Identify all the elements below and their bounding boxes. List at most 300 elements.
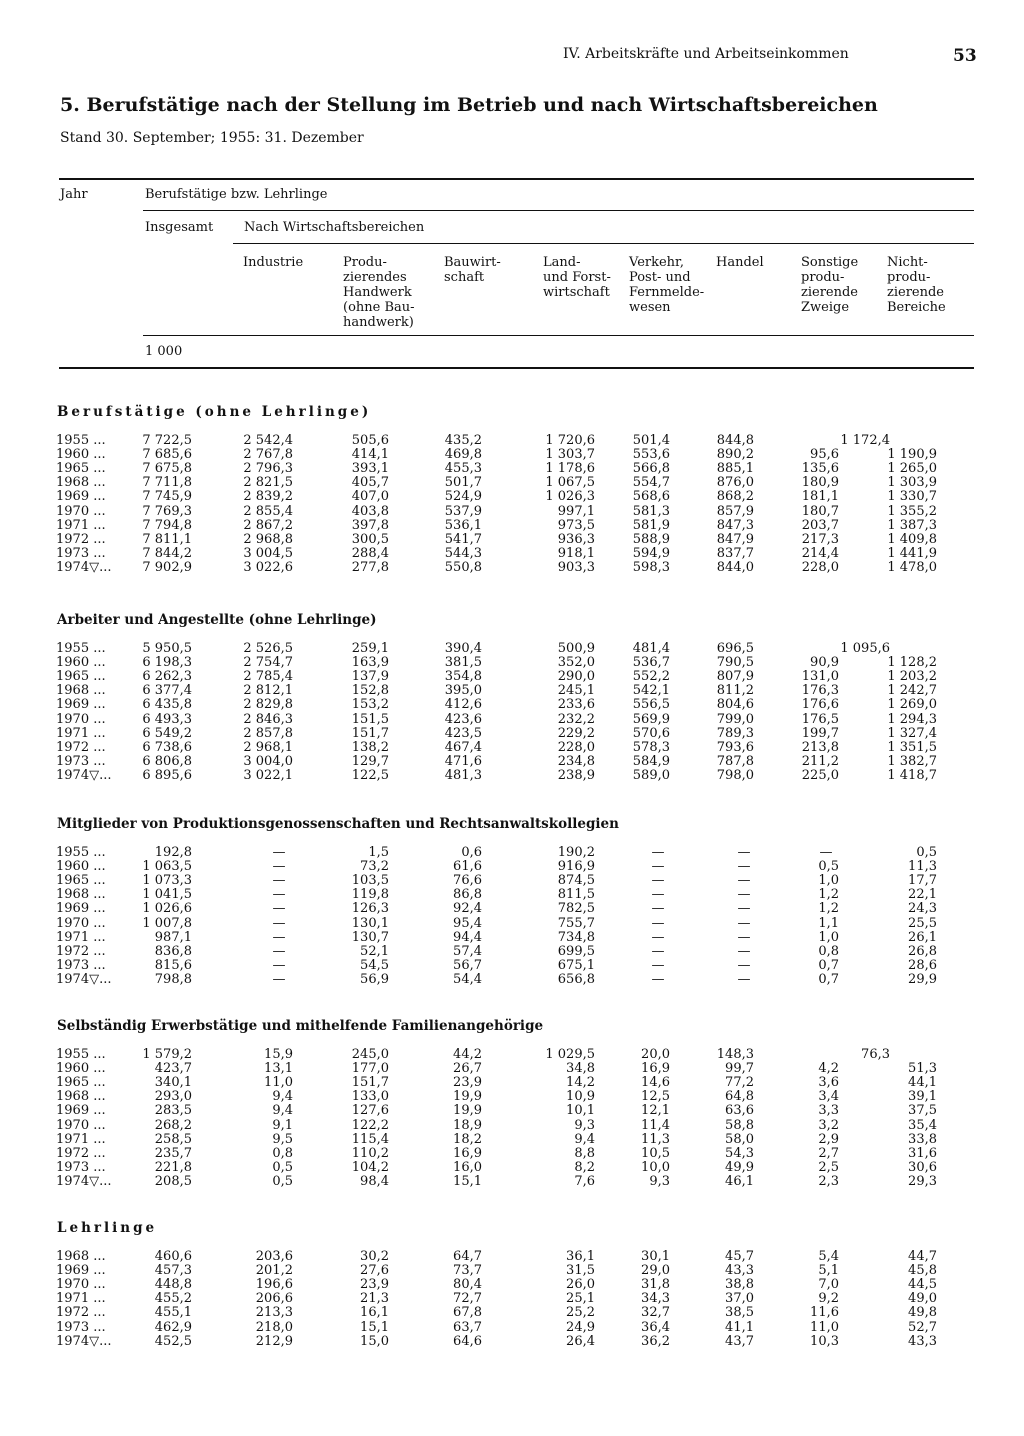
table-row bbox=[0, 769, 1024, 783]
cell: 234,8 bbox=[557, 753, 595, 769]
cell: 6 738,6 bbox=[142, 739, 192, 755]
cell: 19,9 bbox=[453, 1103, 482, 1119]
cell: 67,8 bbox=[453, 1305, 482, 1321]
cell: — bbox=[651, 929, 665, 945]
cell: 245,0 bbox=[351, 1047, 389, 1062]
cell: 5,1 bbox=[818, 1263, 839, 1279]
cell: — bbox=[737, 957, 751, 973]
cell: 7 685,6 bbox=[142, 447, 192, 463]
cell: 6 198,3 bbox=[142, 655, 192, 671]
section-title: Arbeiter und Angestellte (ohne Lehrlinge) bbox=[57, 612, 377, 628]
cell: 115,4 bbox=[351, 1131, 389, 1147]
cell: 25,1 bbox=[566, 1291, 595, 1307]
cell: 44,7 bbox=[908, 1249, 937, 1264]
cell: 9,5 bbox=[272, 1131, 293, 1147]
cell: 176,5 bbox=[801, 711, 839, 727]
cell: 21,3 bbox=[360, 1291, 389, 1307]
cell: 76,3 bbox=[861, 1047, 890, 1062]
cell: 229,2 bbox=[557, 725, 595, 741]
cell: 238,9 bbox=[557, 767, 595, 783]
cell: 153,2 bbox=[351, 697, 389, 713]
table-row bbox=[0, 945, 1024, 959]
cell: 5 950,5 bbox=[142, 641, 192, 656]
cell: 26,1 bbox=[908, 929, 937, 945]
col-head-group: Berufstätige bzw. Lehrlinge bbox=[145, 187, 328, 202]
cell: 815,6 bbox=[154, 957, 192, 973]
cell: 268,2 bbox=[154, 1117, 192, 1133]
row-year: 1973 ... bbox=[56, 1319, 106, 1335]
row-year: 1972 ... bbox=[56, 943, 106, 959]
cell: 2,5 bbox=[818, 1159, 839, 1175]
cell: 584,9 bbox=[632, 753, 670, 769]
table-row bbox=[0, 959, 1024, 973]
table-row bbox=[0, 1062, 1024, 1076]
unit-rule bbox=[143, 335, 974, 336]
cell: 151,5 bbox=[351, 711, 389, 727]
cell: 501,4 bbox=[632, 433, 670, 448]
table-row bbox=[0, 741, 1024, 755]
cell: 138,2 bbox=[351, 739, 389, 755]
cell: — bbox=[737, 859, 751, 875]
cell: 80,4 bbox=[453, 1277, 482, 1293]
cell: 110,2 bbox=[351, 1145, 389, 1161]
cell: 201,2 bbox=[255, 1263, 293, 1279]
cell: 16,0 bbox=[453, 1159, 482, 1175]
cell: 221,8 bbox=[154, 1159, 192, 1175]
cell: 455,3 bbox=[444, 461, 482, 477]
cell: 208,5 bbox=[154, 1173, 192, 1189]
cell: 435,2 bbox=[444, 433, 482, 448]
cell: 1 387,3 bbox=[887, 517, 937, 533]
row-year: 1960 ... bbox=[56, 447, 106, 463]
row-year: 1955 ... bbox=[56, 845, 106, 860]
cell: 24,9 bbox=[566, 1319, 595, 1335]
cell: 11,3 bbox=[641, 1131, 670, 1147]
cell: 119,8 bbox=[351, 887, 389, 903]
cell: 277,8 bbox=[351, 559, 389, 575]
cell: 1 073,3 bbox=[142, 873, 192, 889]
cell: — bbox=[272, 943, 286, 959]
cell: 890,2 bbox=[716, 447, 754, 463]
cell: 1 178,6 bbox=[545, 461, 595, 477]
page-number: 53 bbox=[953, 46, 977, 66]
cell: 2 839,2 bbox=[243, 489, 293, 505]
cell: 799,0 bbox=[716, 711, 754, 727]
section-title: Selbständig Erwerbstätige und mithelfende Familienangehörige bbox=[57, 1018, 544, 1034]
row-year: 1973 ... bbox=[56, 957, 106, 973]
table-row bbox=[0, 1076, 1024, 1090]
table-row bbox=[0, 448, 1024, 462]
cell: 137,9 bbox=[351, 669, 389, 685]
cell: 14,6 bbox=[641, 1075, 670, 1091]
cell: 233,6 bbox=[557, 697, 595, 713]
cell: 874,5 bbox=[557, 873, 595, 889]
cell: 542,1 bbox=[632, 683, 670, 699]
cell: 554,7 bbox=[632, 475, 670, 491]
cell: 199,7 bbox=[801, 725, 839, 741]
cell: 455,2 bbox=[154, 1291, 192, 1307]
row-year: 1971 ... bbox=[56, 725, 106, 741]
cell: 15,0 bbox=[360, 1333, 389, 1349]
cell: 412,6 bbox=[444, 697, 482, 713]
cell: 16,9 bbox=[453, 1145, 482, 1161]
cell: 3 004,5 bbox=[243, 545, 293, 561]
cell: 218,0 bbox=[255, 1319, 293, 1335]
cell: 13,1 bbox=[264, 1061, 293, 1077]
cell: 1 265,0 bbox=[887, 461, 937, 477]
cell: 26,4 bbox=[566, 1333, 595, 1349]
cell: 9,3 bbox=[574, 1117, 595, 1133]
cell: 54,4 bbox=[453, 971, 482, 987]
cell: 34,3 bbox=[641, 1291, 670, 1307]
section-title: Berufstätige (ohne Lehrlinge) bbox=[57, 404, 372, 420]
cell: 1 029,5 bbox=[545, 1047, 595, 1062]
cell: — bbox=[272, 929, 286, 945]
cell: 448,8 bbox=[154, 1277, 192, 1293]
cell: 293,0 bbox=[154, 1089, 192, 1105]
cell: 2,3 bbox=[818, 1173, 839, 1189]
row-year: 1974▽... bbox=[56, 1333, 112, 1349]
row-year: 1974▽... bbox=[56, 767, 112, 783]
cell: 258,5 bbox=[154, 1131, 192, 1147]
cell: 34,8 bbox=[566, 1061, 595, 1077]
cell: — bbox=[737, 845, 751, 860]
cell: 423,6 bbox=[444, 711, 482, 727]
cell: — bbox=[272, 845, 286, 860]
cell: 18,9 bbox=[453, 1117, 482, 1133]
cell: 41,1 bbox=[725, 1319, 754, 1335]
cell: 31,5 bbox=[566, 1263, 595, 1279]
cell: 56,7 bbox=[453, 957, 482, 973]
cell: 457,3 bbox=[154, 1263, 192, 1279]
cell: 2 857,8 bbox=[243, 725, 293, 741]
table-row bbox=[0, 684, 1024, 698]
cell: 734,8 bbox=[557, 929, 595, 945]
table-title: 5. Berufstätige nach der Stellung im Betrieb und nach Wirtschaftsbereichen bbox=[60, 94, 878, 116]
cell: — bbox=[737, 901, 751, 917]
cell: 20,0 bbox=[641, 1047, 670, 1062]
cell: 578,3 bbox=[632, 739, 670, 755]
cell: 836,8 bbox=[154, 943, 192, 959]
cell: — bbox=[651, 901, 665, 917]
cell: 37,0 bbox=[725, 1291, 754, 1307]
cell: 782,5 bbox=[557, 901, 595, 917]
cell: 481,3 bbox=[444, 767, 482, 783]
cell: 397,8 bbox=[351, 517, 389, 533]
cell: — bbox=[737, 915, 751, 931]
table-row bbox=[0, 727, 1024, 741]
table-row bbox=[0, 1119, 1024, 1133]
cell: 844,0 bbox=[716, 559, 754, 575]
cell: 76,6 bbox=[453, 873, 482, 889]
cell: 6 806,8 bbox=[142, 753, 192, 769]
cell: 36,4 bbox=[641, 1319, 670, 1335]
cell: — bbox=[272, 859, 286, 875]
cell: 16,9 bbox=[641, 1061, 670, 1077]
table-subtitle: Stand 30. September; 1955: 31. Dezember bbox=[60, 130, 364, 146]
table-row bbox=[0, 973, 1024, 987]
cell: 228,0 bbox=[557, 739, 595, 755]
cell: 973,5 bbox=[557, 517, 595, 533]
cell: 135,6 bbox=[801, 461, 839, 477]
row-year: 1969 ... bbox=[56, 1103, 106, 1119]
cell: 27,6 bbox=[360, 1263, 389, 1279]
cell: 52,7 bbox=[908, 1319, 937, 1335]
section-title: Lehrlinge bbox=[57, 1220, 158, 1236]
table-row bbox=[0, 698, 1024, 712]
cell: 16,1 bbox=[360, 1305, 389, 1321]
cell: 95,4 bbox=[453, 915, 482, 931]
cell: 3,2 bbox=[818, 1117, 839, 1133]
table-row bbox=[0, 1335, 1024, 1349]
cell: 2 785,4 bbox=[243, 669, 293, 685]
cell: 997,1 bbox=[557, 503, 595, 519]
cell: 556,5 bbox=[632, 697, 670, 713]
cell: 15,9 bbox=[264, 1047, 293, 1062]
cell: 481,4 bbox=[632, 641, 670, 656]
cell: 43,3 bbox=[725, 1263, 754, 1279]
table-row bbox=[0, 713, 1024, 727]
cell: 1 409,8 bbox=[887, 531, 937, 547]
cell: 180,7 bbox=[801, 503, 839, 519]
cell: 3 022,1 bbox=[243, 767, 293, 783]
cell: 2,7 bbox=[818, 1145, 839, 1161]
cell: 6 377,4 bbox=[142, 683, 192, 699]
cell: 99,7 bbox=[725, 1061, 754, 1077]
cell: 58,0 bbox=[725, 1131, 754, 1147]
col-head-handel: Handel bbox=[716, 255, 764, 270]
row-year: 1955 ... bbox=[56, 1047, 106, 1062]
table-row bbox=[0, 490, 1024, 504]
cell: 10,5 bbox=[641, 1145, 670, 1161]
cell: 52,1 bbox=[360, 943, 389, 959]
cell: 1 303,7 bbox=[545, 447, 595, 463]
cell: 6 435,8 bbox=[142, 697, 192, 713]
cell: 163,9 bbox=[351, 655, 389, 671]
cell: 10,1 bbox=[566, 1103, 595, 1119]
cell: 9,4 bbox=[574, 1131, 595, 1147]
cell: 64,7 bbox=[453, 1249, 482, 1264]
cell: 127,6 bbox=[351, 1103, 389, 1119]
cell: 1 327,4 bbox=[887, 725, 937, 741]
row-year: 1972 ... bbox=[56, 1145, 106, 1161]
cell: 30,6 bbox=[908, 1159, 937, 1175]
cell: 1 351,5 bbox=[887, 739, 937, 755]
cell: 29,3 bbox=[908, 1173, 937, 1189]
cell: — bbox=[737, 887, 751, 903]
cell: 44,5 bbox=[908, 1277, 937, 1293]
cell: 57,4 bbox=[453, 943, 482, 959]
cell: 1 026,3 bbox=[545, 489, 595, 505]
cell: 23,9 bbox=[360, 1277, 389, 1293]
cell: — bbox=[651, 859, 665, 875]
row-year: 1972 ... bbox=[56, 531, 106, 547]
table-row bbox=[0, 1147, 1024, 1161]
cell: 290,0 bbox=[557, 669, 595, 685]
row-year: 1965 ... bbox=[56, 873, 106, 889]
cell: 536,1 bbox=[444, 517, 482, 533]
cell: 77,2 bbox=[725, 1075, 754, 1091]
cell: 10,0 bbox=[641, 1159, 670, 1175]
table-row bbox=[0, 917, 1024, 931]
cell: 86,8 bbox=[453, 887, 482, 903]
cell: 90,9 bbox=[810, 655, 839, 671]
cell: 7,0 bbox=[818, 1277, 839, 1293]
row-year: 1965 ... bbox=[56, 669, 106, 685]
cell: 403,8 bbox=[351, 503, 389, 519]
cell: 811,2 bbox=[716, 683, 754, 699]
cell: 1 095,6 bbox=[840, 641, 890, 656]
table-row bbox=[0, 519, 1024, 533]
cell: 598,3 bbox=[632, 559, 670, 575]
cell: 0,5 bbox=[818, 859, 839, 875]
cell: 49,9 bbox=[725, 1159, 754, 1175]
cell: 130,1 bbox=[351, 915, 389, 931]
table-row bbox=[0, 846, 1024, 860]
cell: 1 303,9 bbox=[887, 475, 937, 491]
cell: 213,8 bbox=[801, 739, 839, 755]
cell: 656,8 bbox=[557, 971, 595, 987]
cell: 31,6 bbox=[908, 1145, 937, 1161]
row-year: 1965 ... bbox=[56, 461, 106, 477]
cell: 235,7 bbox=[154, 1145, 192, 1161]
col-head-nach-wirtschaftsbereichen: Nach Wirtschaftsbereichen bbox=[244, 220, 425, 235]
cell: 9,4 bbox=[272, 1103, 293, 1119]
cell: 2,9 bbox=[818, 1131, 839, 1147]
cell: 32,7 bbox=[641, 1305, 670, 1321]
cell: 203,6 bbox=[255, 1249, 293, 1264]
group-rule bbox=[143, 210, 974, 211]
cell: 3 022,6 bbox=[243, 559, 293, 575]
cell: 49,0 bbox=[908, 1291, 937, 1307]
cell: 1 418,7 bbox=[887, 767, 937, 783]
row-year: 1972 ... bbox=[56, 1305, 106, 1321]
table-row bbox=[0, 547, 1024, 561]
cell: 469,8 bbox=[444, 447, 482, 463]
cell: 6 262,3 bbox=[142, 669, 192, 685]
cell: 553,6 bbox=[632, 447, 670, 463]
cell: — bbox=[651, 943, 665, 959]
cell: 0,5 bbox=[272, 1159, 293, 1175]
cell: 7 902,9 bbox=[142, 559, 192, 575]
table-row bbox=[0, 1104, 1024, 1118]
cell: 151,7 bbox=[351, 725, 389, 741]
cell: — bbox=[651, 915, 665, 931]
cell: 876,0 bbox=[716, 475, 754, 491]
cell: 12,5 bbox=[641, 1089, 670, 1105]
cell: 3,3 bbox=[818, 1103, 839, 1119]
cell: 73,2 bbox=[360, 859, 389, 875]
row-year: 1971 ... bbox=[56, 1291, 106, 1307]
cell: 39,1 bbox=[908, 1089, 937, 1105]
cell: 37,5 bbox=[908, 1103, 937, 1119]
cell: 245,1 bbox=[557, 683, 595, 699]
cell: 17,7 bbox=[908, 873, 937, 889]
cell: 22,1 bbox=[908, 887, 937, 903]
cell: 54,5 bbox=[360, 957, 389, 973]
cell: 63,7 bbox=[453, 1319, 482, 1335]
cell: — bbox=[272, 901, 286, 917]
cell: 30,1 bbox=[641, 1249, 670, 1264]
table-row bbox=[0, 1133, 1024, 1147]
cell: 462,9 bbox=[154, 1319, 192, 1335]
cell: 550,8 bbox=[444, 559, 482, 575]
cell: 1,0 bbox=[818, 873, 839, 889]
table-row bbox=[0, 505, 1024, 519]
cell: 15,1 bbox=[360, 1319, 389, 1335]
cell: 203,7 bbox=[801, 517, 839, 533]
cell: — bbox=[272, 887, 286, 903]
cell: 45,8 bbox=[908, 1263, 937, 1279]
row-year: 1974▽... bbox=[56, 971, 112, 987]
cell: 11,6 bbox=[810, 1305, 839, 1321]
cell: 212,9 bbox=[255, 1333, 293, 1349]
cell: — bbox=[651, 971, 665, 987]
cell: 0,7 bbox=[818, 957, 839, 973]
cell: 190,2 bbox=[557, 845, 595, 860]
cell: 283,5 bbox=[154, 1103, 192, 1119]
cell: 38,8 bbox=[725, 1277, 754, 1293]
cell: 1 478,0 bbox=[887, 559, 937, 575]
cell: 2 796,3 bbox=[243, 461, 293, 477]
row-year: 1968 ... bbox=[56, 887, 106, 903]
cell: 6 493,3 bbox=[142, 711, 192, 727]
col-head-insgesamt: Insgesamt bbox=[145, 220, 214, 235]
row-year: 1971 ... bbox=[56, 1131, 106, 1147]
cell: 414,1 bbox=[351, 447, 389, 463]
row-year: 1970 ... bbox=[56, 503, 106, 519]
col-head-sonstige: Sonstige produ- zierende Zweige bbox=[801, 255, 859, 315]
cell: 35,4 bbox=[908, 1117, 937, 1133]
cell: 11,0 bbox=[264, 1075, 293, 1091]
cell: 25,5 bbox=[908, 915, 937, 931]
cell: 2 829,8 bbox=[243, 697, 293, 713]
cell: 2 855,4 bbox=[243, 503, 293, 519]
cell: 92,4 bbox=[453, 901, 482, 917]
cell: 405,7 bbox=[351, 475, 389, 491]
row-year: 1973 ... bbox=[56, 1159, 106, 1175]
cell: 126,3 bbox=[351, 901, 389, 917]
cell: 696,5 bbox=[716, 641, 754, 656]
cell: 103,5 bbox=[351, 873, 389, 889]
row-year: 1974▽... bbox=[56, 1173, 112, 1189]
cell: 131,0 bbox=[801, 669, 839, 685]
row-year: 1965 ... bbox=[56, 1075, 106, 1091]
cell: — bbox=[819, 845, 833, 860]
table-row bbox=[0, 1175, 1024, 1189]
cell: 798,8 bbox=[154, 971, 192, 987]
cell: 25,2 bbox=[566, 1305, 595, 1321]
cell: 95,6 bbox=[810, 447, 839, 463]
cell: 467,4 bbox=[444, 739, 482, 755]
row-year: 1968 ... bbox=[56, 683, 106, 699]
cell: — bbox=[272, 873, 286, 889]
cell: 43,7 bbox=[725, 1333, 754, 1349]
cell: 581,9 bbox=[632, 517, 670, 533]
col-head-industrie: Industrie bbox=[243, 255, 304, 270]
cell: 44,2 bbox=[453, 1047, 482, 1062]
cell: 217,3 bbox=[801, 531, 839, 547]
col-head-verkehr: Verkehr, Post- und Fernmelde- wesen bbox=[629, 255, 705, 315]
cell: 452,5 bbox=[154, 1333, 192, 1349]
table-row bbox=[0, 476, 1024, 490]
cell: 847,9 bbox=[716, 531, 754, 547]
cell: 588,9 bbox=[632, 531, 670, 547]
cell: 2 542,4 bbox=[243, 433, 293, 448]
cell: 1,2 bbox=[818, 901, 839, 917]
cell: 63,6 bbox=[725, 1103, 754, 1119]
cell: 61,6 bbox=[453, 859, 482, 875]
